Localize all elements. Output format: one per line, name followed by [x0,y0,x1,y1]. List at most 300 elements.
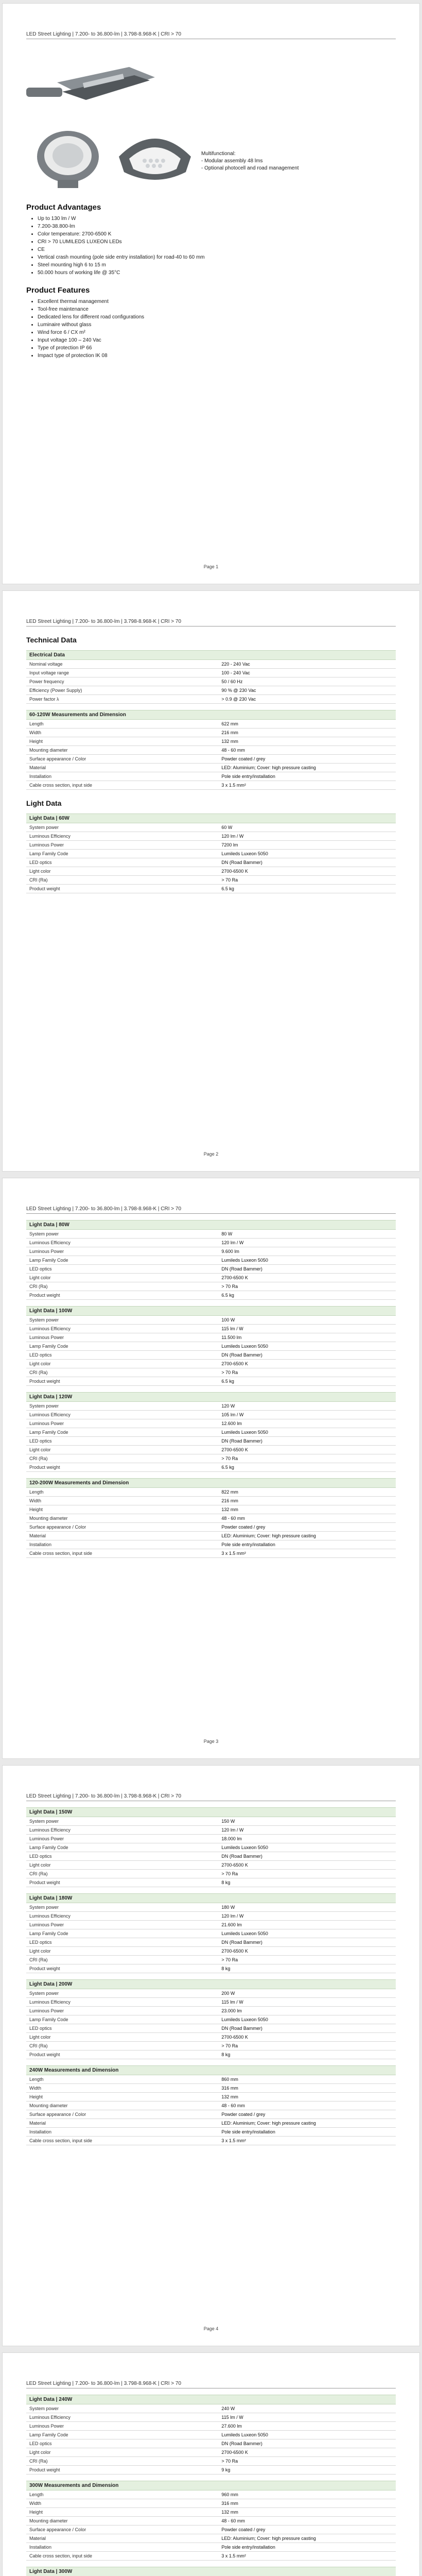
spec-value: Pole side entry/installation [218,772,396,781]
spec-label: Surface appearance / Color [26,2526,218,2534]
table-row [26,2033,396,2042]
spec-value: > 70 Ra [218,876,396,885]
spec-value: 316 mm [218,2084,396,2093]
spec-label: Light color [26,2448,218,2457]
spec-value: 132 mm [218,737,396,746]
light-data-120w-bar: Light Data | 120W [26,1392,396,1402]
spec-value: 2700-6500 K [218,2448,396,2457]
table-row [26,1230,396,1239]
table-row [26,2119,396,2128]
spec-value: Lumileds Luxeon 5050 [218,1342,396,1351]
table-row [26,1540,396,1549]
table-row [26,1956,396,1964]
table-row [26,1351,396,1360]
spec-value: 105 lm / W [218,1411,396,1419]
table-row [26,1878,396,1887]
table-row [26,876,396,885]
list-item: • 50.000 hours of working life @ 35°C [38,269,396,277]
spec-label: Lamp Family Code [26,1342,218,1351]
spec-value: LED: Aluminium; Cover: high pressure casting [218,764,396,772]
list-item: • Tool-free maintenance [38,306,396,313]
spec-value: 48 - 60 mm [218,2102,396,2110]
spec-value: 8 kg [218,1878,396,1887]
spec-label: Product weight [26,1463,218,1472]
spec-label: Lamp Family Code [26,850,218,858]
page-header: LED Street Lighting | 7.200- to 36.800-lm | 3.798-8.968-K | CRI > 70 [26,1206,396,1214]
spec-label: CRI (Ra) [26,876,218,885]
table-row [26,1333,396,1342]
table-row [26,2137,396,2145]
table-row [26,1377,396,1386]
spec-label: Luminous Power [26,1333,218,1342]
spec-value: 6.5 kg [218,1377,396,1386]
spec-label: Luminous Efficiency [26,1325,218,1333]
table-row [26,728,396,737]
table-row [26,841,396,850]
table-row [26,1929,396,1938]
spec-value: DN (Road Bammer) [218,2024,396,2033]
table-row [26,832,396,841]
table-row [26,2439,396,2448]
spec-label: Width [26,1497,218,1505]
spec-label: LED optics [26,1265,218,1274]
list-item: • Input voltage 100 – 240 Vac [38,336,396,344]
features-list [26,298,396,360]
spec-value: 21.600 lm [218,1921,396,1929]
table-row [26,2007,396,2015]
spec-label: LED optics [26,1938,218,1947]
light-data-180w-table [26,1903,396,1973]
spec-label: System power [26,823,218,832]
spec-value: 960 mm [218,2490,396,2499]
table-row [26,1903,396,1912]
spec-label: Luminous Power [26,1419,218,1428]
table-row [26,2110,396,2119]
spec-value: DN (Road Bammer) [218,858,396,867]
spec-label: Lamp Family Code [26,1843,218,1852]
table-row [26,1282,396,1291]
spec-label: Cable cross section, input side [26,1549,218,1558]
light-data-200w-bar: Light Data | 200W [26,1979,396,1989]
list-item: • CE [38,246,396,253]
spec-label: Nominal voltage [26,660,218,669]
spec-value: Lumileds Luxeon 5050 [218,2015,396,2024]
light-data-180w-bar: Light Data | 180W [26,1893,396,1903]
lamp-front-image [29,126,107,193]
page-number: Page 3 [203,1739,219,1744]
measurements-bar: 120-200W Measurements and Dimension [26,1478,396,1488]
page-number: Page 2 [203,1151,219,1157]
list-item: • Impact type of protection IK 08 [38,352,396,360]
page-4 [2,1765,420,2346]
measurements-table [26,1488,396,1558]
measurements-table [26,2490,396,2561]
spec-label: Luminous Efficiency [26,1998,218,2007]
table-row [26,781,396,790]
spec-label: Light color [26,1274,218,1282]
light-data-60w-bar: Light Data | 60W [26,814,396,823]
spec-value: Lumileds Luxeon 5050 [218,1428,396,1437]
list-item: • Luminaire without glass [38,321,396,329]
table-row [26,1463,396,1472]
spec-value: 18.000 lm [218,1835,396,1843]
spec-label: System power [26,1903,218,1912]
spec-value: 48 - 60 mm [218,746,396,755]
table-row [26,1446,396,1454]
spec-label: Installation [26,2128,218,2137]
spec-label: Installation [26,2543,218,2552]
list-item: • Excellent thermal management [38,298,396,306]
product-images [26,43,396,194]
light-data-100w-table [26,1316,396,1386]
spec-value: 822 mm [218,1488,396,1497]
spec-value: > 70 Ra [218,1870,396,1878]
spec-label: Cable cross section, input side [26,2137,218,2145]
spec-label: Product weight [26,2050,218,2059]
table-row [26,695,396,704]
table-row [26,2024,396,2033]
spec-label: System power [26,1989,218,1998]
spec-label: Light color [26,1861,218,1870]
spec-label: Light color [26,867,218,876]
spec-label: CRI (Ra) [26,1956,218,1964]
product-caption: Multifunctional: - Modular assembly 48 lms - Optional photocell and road management [201,151,299,171]
measurements-table [26,720,396,790]
spec-label: Cable cross section, input side [26,2552,218,2561]
spec-label: Luminous Power [26,1247,218,1256]
list-item: • Vertical crash mounting (pole side entry installation) for road-40 to 60 mm [38,253,396,261]
spec-value: Pole side entry/installation [218,1540,396,1549]
light-data-240w-bar: Light Data | 240W [26,2395,396,2404]
spec-label: System power [26,1817,218,1826]
spec-label: Power frequency [26,677,218,686]
table-row [26,2404,396,2413]
spec-value: DN (Road Bammer) [218,1351,396,1360]
spec-label: Height [26,737,218,746]
spec-label: LED optics [26,1437,218,1446]
spec-label: Luminous Efficiency [26,2413,218,2422]
spec-label: Height [26,2508,218,2517]
spec-label: Luminous Power [26,2007,218,2015]
spec-value: 2700-6500 K [218,1360,396,1368]
spec-label: Surface appearance / Color [26,2110,218,2119]
spec-label: Product weight [26,1878,218,1887]
spec-value: Powder coated / grey [218,1523,396,1532]
table-row [26,1549,396,1558]
table-row [26,1419,396,1428]
table-row [26,1861,396,1870]
spec-value: 120 lm / W [218,832,396,841]
spec-label: Light color [26,1360,218,1368]
spec-value: 48 - 60 mm [218,1514,396,1523]
table-row [26,1291,396,1300]
table-row [26,1938,396,1947]
page-header: LED Street Lighting | 7.200- to 36.800-lm | 3.798-8.968-K | CRI > 70 [26,31,396,39]
light-data-120w-table [26,1402,396,1472]
light-data-150w-table [26,1817,396,1887]
table-row [26,2457,396,2466]
table-row [26,1989,396,1998]
electrical-data-bar: Electrical Data [26,650,396,660]
light-data-100w-bar: Light Data | 100W [26,1306,396,1316]
spec-label: Light color [26,1446,218,1454]
spec-label: Material [26,1532,218,1540]
table-row [26,2490,396,2499]
table-row [26,1274,396,1282]
measurements-bar: 300W Measurements and Dimension [26,2481,396,2490]
spec-value: 216 mm [218,1497,396,1505]
spec-value: > 70 Ra [218,2042,396,2050]
spec-label: System power [26,1316,218,1325]
spec-value: 622 mm [218,720,396,728]
spec-label: Luminous Efficiency [26,832,218,841]
spec-label: Material [26,2119,218,2128]
spec-value: 11.500 lm [218,1333,396,1342]
list-item: • Up to 130 lm / W [38,215,396,223]
table-row [26,755,396,764]
light-data-60w-table [26,823,396,893]
table-row [26,2050,396,2059]
spec-value: 3 x 1.5 mm² [218,2137,396,2145]
table-row [26,1532,396,1540]
table-row [26,1437,396,1446]
table-row [26,2084,396,2093]
spec-label: LED optics [26,2024,218,2033]
spec-value: 3 x 1.5 mm² [218,2552,396,2561]
table-row [26,2075,396,2084]
spec-value: 120 lm / W [218,1826,396,1835]
table-row [26,2448,396,2457]
table-row [26,2102,396,2110]
spec-label: Height [26,1505,218,1514]
table-row [26,1428,396,1437]
light-data-300w-bar: Light Data | 300W [26,2567,396,2576]
spec-value: 8 kg [218,1964,396,1973]
spec-label: Mounting diameter [26,2517,218,2526]
list-item: • Dedicated lens for different road configurations [38,313,396,321]
spec-value: 80 W [218,1230,396,1239]
lamp-side-image [26,46,160,124]
spec-label: Product weight [26,1377,218,1386]
table-row [26,850,396,858]
spec-value: LED: Aluminium; Cover: high pressure casting [218,2119,396,2128]
light-data-80w-bar: Light Data | 80W [26,1220,396,1230]
table-row [26,2508,396,2517]
spec-label: Luminous Efficiency [26,1912,218,1921]
spec-value: Powder coated / grey [218,755,396,764]
spec-label: LED optics [26,2439,218,2448]
table-row [26,2042,396,2050]
spec-value: Lumileds Luxeon 5050 [218,850,396,858]
page-5 [2,2352,420,2576]
table-row [26,1247,396,1256]
spec-value: 240 W [218,2404,396,2413]
table-row [26,2543,396,2552]
table-row [26,2015,396,2024]
spec-label: Light color [26,2033,218,2042]
table-row [26,1921,396,1929]
table-row [26,1998,396,2007]
measurements-bar: 240W Measurements and Dimension [26,2065,396,2075]
spec-label: Material [26,764,218,772]
spec-label: Luminous Power [26,1921,218,1929]
spec-value: DN (Road Bammer) [218,1852,396,1861]
spec-value: > 70 Ra [218,1956,396,1964]
spec-value: Powder coated / grey [218,2526,396,2534]
spec-value: 120 lm / W [218,1239,396,1247]
table-row [26,2552,396,2561]
table-row [26,1843,396,1852]
spec-label: Width [26,2499,218,2508]
spec-label: Installation [26,772,218,781]
spec-label: Product weight [26,1964,218,1973]
spec-value: 150 W [218,1817,396,1826]
spec-value: > 0.9 @ 230 Vac [218,695,396,704]
spec-value: 60 W [218,823,396,832]
table-row [26,737,396,746]
spec-label: CRI (Ra) [26,2457,218,2466]
page-number: Page 4 [203,2326,219,2331]
table-row [26,772,396,781]
spec-label: Material [26,2534,218,2543]
list-item: • Steel mounting high 6 to 15 m [38,261,396,269]
spec-label: LED optics [26,1852,218,1861]
spec-label: CRI (Ra) [26,1368,218,1377]
spec-value: 3 x 1.5 mm² [218,781,396,790]
table-row [26,1912,396,1921]
table-row [26,2128,396,2137]
table-row [26,823,396,832]
table-row [26,2422,396,2431]
spec-label: Power factor λ [26,695,218,704]
spec-label: Length [26,1488,218,1497]
spec-label: Luminous Efficiency [26,1411,218,1419]
table-row [26,1411,396,1419]
spec-value: 2700-6500 K [218,2033,396,2042]
table-row [26,669,396,677]
spec-value: Lumileds Luxeon 5050 [218,1256,396,1265]
spec-value: 2700-6500 K [218,1446,396,1454]
spec-label: Length [26,2490,218,2499]
spec-value: 120 W [218,1402,396,1411]
table-row [26,677,396,686]
table-row [26,2534,396,2543]
page-header: LED Street Lighting | 7.200- to 36.800-lm | 3.798-8.968-K | CRI > 70 [26,1793,396,1801]
spec-value: > 70 Ra [218,1368,396,1377]
spec-value: 132 mm [218,2508,396,2517]
light-data-title: Light Data [26,799,62,807]
spec-label: Mounting diameter [26,746,218,755]
table-row [26,2413,396,2422]
page-2 [2,590,420,1172]
spec-value: 115 lm / W [218,2413,396,2422]
spec-label: Surface appearance / Color [26,1523,218,1532]
light-data-200w-table [26,1989,396,2059]
spec-label: Height [26,2093,218,2102]
spec-value: 100 W [218,1316,396,1325]
spec-value: Pole side entry/installation [218,2128,396,2137]
table-row [26,1360,396,1368]
spec-value: 132 mm [218,2093,396,2102]
spec-label: Width [26,728,218,737]
spec-value: 115 lm / W [218,1998,396,2007]
spec-value: Lumileds Luxeon 5050 [218,2431,396,2439]
table-row [26,1505,396,1514]
spec-label: System power [26,2404,218,2413]
spec-value: LED: Aluminium; Cover: high pressure casting [218,2534,396,2543]
spec-value: Powder coated / grey [218,2110,396,2119]
table-row [26,867,396,876]
spec-label: LED optics [26,858,218,867]
spec-label: Lamp Family Code [26,2015,218,2024]
spec-value: 9 kg [218,2466,396,2475]
spec-value: DN (Road Bammer) [218,1437,396,1446]
spec-value: 6.5 kg [218,885,396,893]
table-row [26,885,396,893]
table-row [26,858,396,867]
spec-value: 8 kg [218,2050,396,2059]
spec-label: Product weight [26,2466,218,2475]
spec-value: 2700-6500 K [218,1947,396,1956]
spec-label: Surface appearance / Color [26,755,218,764]
spec-value: 90 % @ 230 Vac [218,686,396,695]
spec-value: LED: Aluminium; Cover: high pressure casting [218,1532,396,1540]
advantages-title: Product Advantages [26,203,101,212]
table-row [26,2499,396,2508]
spec-label: Width [26,2084,218,2093]
spec-value: 180 W [218,1903,396,1912]
technical-data-title: Technical Data [26,636,77,644]
spec-value: > 70 Ra [218,1282,396,1291]
page-header: LED Street Lighting | 7.200- to 36.800-lm | 3.798-8.968-K | CRI > 70 [26,2381,396,2388]
spec-value: 6.5 kg [218,1291,396,1300]
spec-label: Product weight [26,1291,218,1300]
spec-label: Length [26,2075,218,2084]
spec-label: Efficiency (Power Supply) [26,686,218,695]
spec-value: 200 W [218,1989,396,1998]
spec-label: Length [26,720,218,728]
spec-value: 7200 lm [218,841,396,850]
spec-label: CRI (Ra) [26,2042,218,2050]
table-row [26,2517,396,2526]
table-row [26,2526,396,2534]
electrical-table [26,660,396,704]
features-title: Product Features [26,286,90,295]
table-row [26,1454,396,1463]
table-row [26,1947,396,1956]
spec-value: 2700-6500 K [218,1861,396,1870]
spec-value: 23.000 lm [218,2007,396,2015]
spec-label: CRI (Ra) [26,1870,218,1878]
spec-label: Luminous Power [26,2422,218,2431]
spec-label: Luminous Power [26,1835,218,1843]
spec-label: Installation [26,1540,218,1549]
spec-value: 115 lm / W [218,1325,396,1333]
spec-value: > 70 Ra [218,2457,396,2466]
spec-value: 220 - 240 Vac [218,660,396,669]
spec-value: Pole side entry/installation [218,2543,396,2552]
table-row [26,1402,396,1411]
table-row [26,1256,396,1265]
spec-value: 316 mm [218,2499,396,2508]
table-row [26,1325,396,1333]
spec-label: CRI (Ra) [26,1454,218,1463]
spec-value: 6.5 kg [218,1463,396,1472]
spec-value: 12.600 lm [218,1419,396,1428]
spec-value: 216 mm [218,728,396,737]
spec-label: Luminous Efficiency [26,1239,218,1247]
spec-label: Luminous Efficiency [26,1826,218,1835]
